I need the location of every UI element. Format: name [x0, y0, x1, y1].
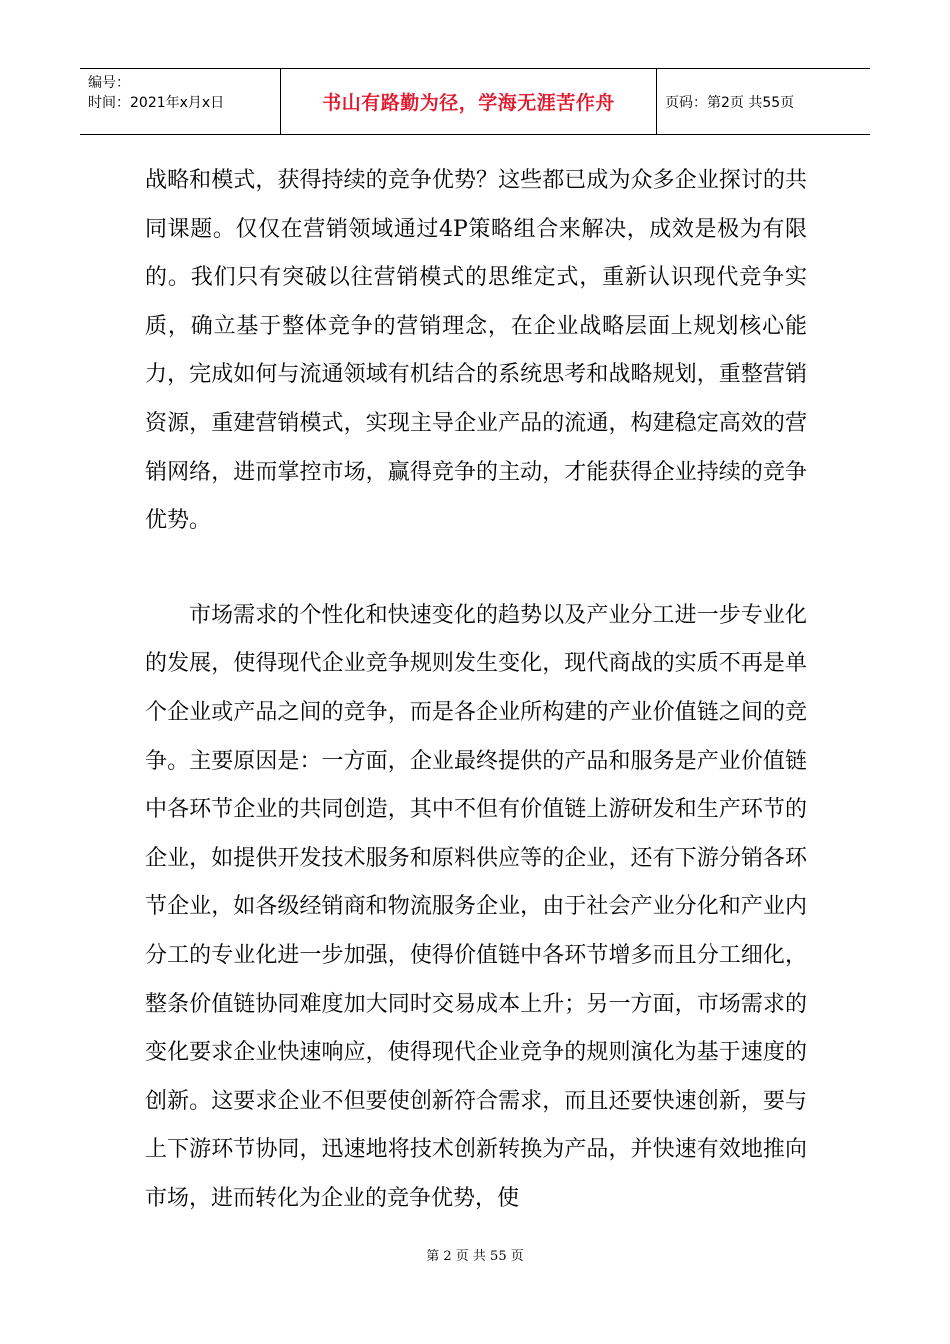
time-label: 时间：2021年x月x日: [88, 95, 225, 111]
header-page-info: 页码：第2页 共55页: [665, 94, 795, 111]
serial-label: 编号：: [88, 75, 130, 91]
header-motto: 书山有路勤为径，学海无涯苦作舟: [281, 69, 657, 134]
page-footer: 第 2 页 共 55 页: [426, 1249, 524, 1264]
document-header: [80, 68, 870, 135]
header-meta: [80, 69, 281, 134]
paragraph-1: 战略和模式，获得持续的竞争优势？这些都已成为众多企业探讨的共同课题。仅仅在营销领域通过4P策略组合来解决，成效是极为有限的。我们只有突破以往营销模式的思维定式，重新认识现代竞争实质，确立基于整体竞争的营销理念，在企业战略层面上规划核心能力，完成如何与流通领域有机结合的系统思考和战略规划，重整营销资源，重建营销模式，实现主导企业产品的流通，构建稳定高效的营销网络，进而掌控市场，赢得竞争的主动，才能获得企业持续的竞争优势。: [145, 168, 807, 534]
document-body: [145, 157, 807, 1223]
paragraph-2: 市场需求的个性化和快速变化的趋势以及产业分工进一步专业化的发展，使得现代企业竞争规则发生变化，现代商战的实质不再是单个企业或产品之间的竞争，而是各企业所构建的产业价值链之间的竞争。主要原因是：一方面，企业最终提供的产品和服务是产业价值链中各环节企业的共同创造，其中不但有价值链上游研发和生产环节的企业，如提供开发技术服务和原料供应等的企业，还有下游分销各环节企业，如各级经销商和物流服务企业，由于社会产业分化和产业内分工的专业化进一步加强，使得价值链中各环节增多而且分工细化，整条价值链协同难度加大同时交易成本上升；另一方面，市场需求的变化要求企业快速响应，使得现代企业竞争的规则演化为基于速度的创新。这要求企业不但要使创新符合需求，而且还要快速创新，要与上下游环节协同，迅速地将技术创新转换为产品，并快速有效地推向市场，进而转化为企业的竞争优势，使: [145, 602, 807, 1211]
